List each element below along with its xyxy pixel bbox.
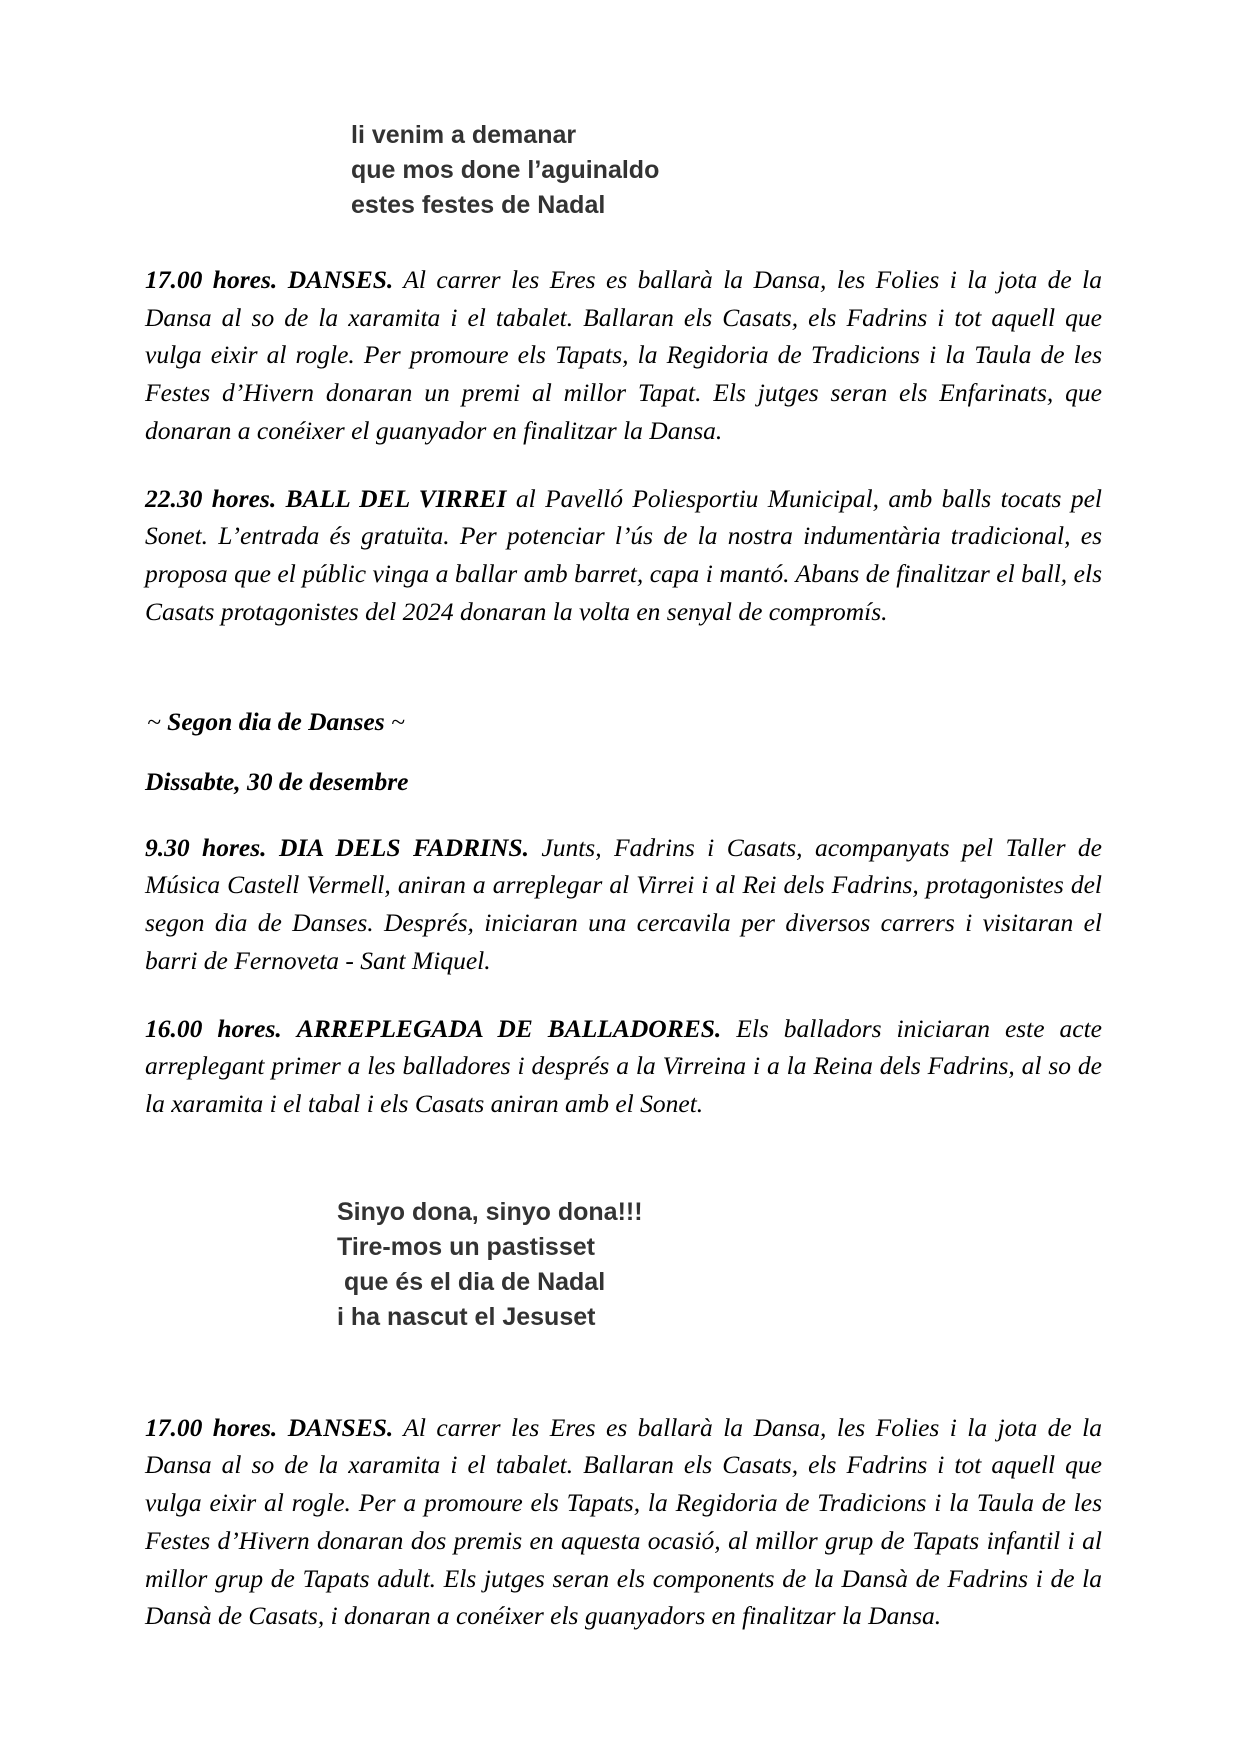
entry-text: Junts, Fadrins i Casats, acompanyats pel Taller de Música Castell Vermell, aniran a arreplegar al Virrei i al Rei dels Fadrins, protagonistes del segon dia de Danses. Després, iniciaran una cercavila per diversos carrers i visitaran el barri de Fernoveta - Sant Miquel. [145,832,1102,975]
entry-time: 16.00 hores. [145,1013,282,1043]
section-marker-close: ~ [384,706,405,736]
program-entry [145,1409,1102,1635]
entry-time: 17.00 hores. [145,265,278,294]
entry-title: BALL DEL VIRREI [285,483,507,513]
entry-time: 22.30 hores. [145,483,277,513]
section-marker-open: ~ [147,706,168,736]
entry-title: DANSES. [287,265,394,294]
program-entry [145,261,1102,450]
entry-text: Al carrer les Eres es ballarà la Dansa, les Folies i la jota de la Dansa al so de la xaramita i el tabalet. Ballaran els Casats, els Fadrins i tot aquell que vulga eixir al rogle. Per promoure els Tapats, la Regidoria de Tradicions i la Taula de les Festes d’Hivern donaran un premi al millor Tapat. Els jutges seran els Enfarinats, que donaran a conéixer el guanyador en finalitzar la Dansa. [145,265,1103,445]
verse-line: que mos done l’aguinaldo [351,156,660,184]
verse-block-top [351,118,1102,223]
entry-time: 9.30 hores. [145,832,267,862]
verse-line: estes festes de Nadal [351,191,606,219]
verse-block-bottom [337,1195,1102,1335]
entry-text: Al carrer les Eres es ballarà la Dansa, les Folies i la jota de la Dansa al so de la xaramita i el tabalet. Ballaran els Casats, els Fadrins i tot aquell que vulga eixir al rogle. Per a promoure els Tapats, la Regidoria de Tradicions i la Taula de les Festes d’Hivern donaran dos premis en aquesta ocasió, al millor grup de Tapats infantil i al millor grup de Tapats adult. Els jutges seran els components de la Dansà de Fadrins i de la Dansà de Casats, i donaran a conéixer els guanyadors en finalitzar la Dansa. [145,1412,1103,1631]
section-marker [147,707,1102,737]
entry-text: Els balladors iniciaran este acte arreplegant primer a les balladores i després a la Virreina i a la Reina dels Fadrins, al so de la xaramita i el tabal i els Casats aniran amb el Sonet. [145,1013,1103,1119]
section-marker-title: Segon dia de Danses [167,706,385,736]
program-entry [145,1010,1102,1123]
verse-line: i ha nascut el Jesuset [337,1302,596,1331]
program-entry [145,480,1102,631]
entry-title: ARREPLEGADA DE BALLADORES. [296,1013,722,1043]
spacer [145,661,1102,707]
program-entry [145,829,1102,980]
entry-title: DIA DELS FADRINS. [278,832,529,862]
verse-line: Sinyo dona, sinyo dona!!! [337,1197,643,1226]
spacer [145,1381,1102,1409]
verse-line: li venim a demanar [351,121,577,149]
entry-title: DANSES. [287,1412,394,1442]
verse-line: que és el dia de Nadal [337,1267,606,1296]
section-date: Dissabte, 30 de desembre [145,766,409,796]
verse-line: Tire-mos un pastisset [337,1232,595,1261]
entry-text: al Pavelló Poliesportiu Municipal, amb balls tocats pel Sonet. L’entrada és gratuïta. Per potenciar l’ús de la nostra indumentària tradicional, es proposa que el públic vinga a ballar amb barret, capa i mantó. Abans de finalitzar el ball, els Casats protagonistes del 2024 donaran la volta en senyal de compromís. [145,483,1103,626]
entry-time: 17.00 hores. [145,1412,278,1442]
